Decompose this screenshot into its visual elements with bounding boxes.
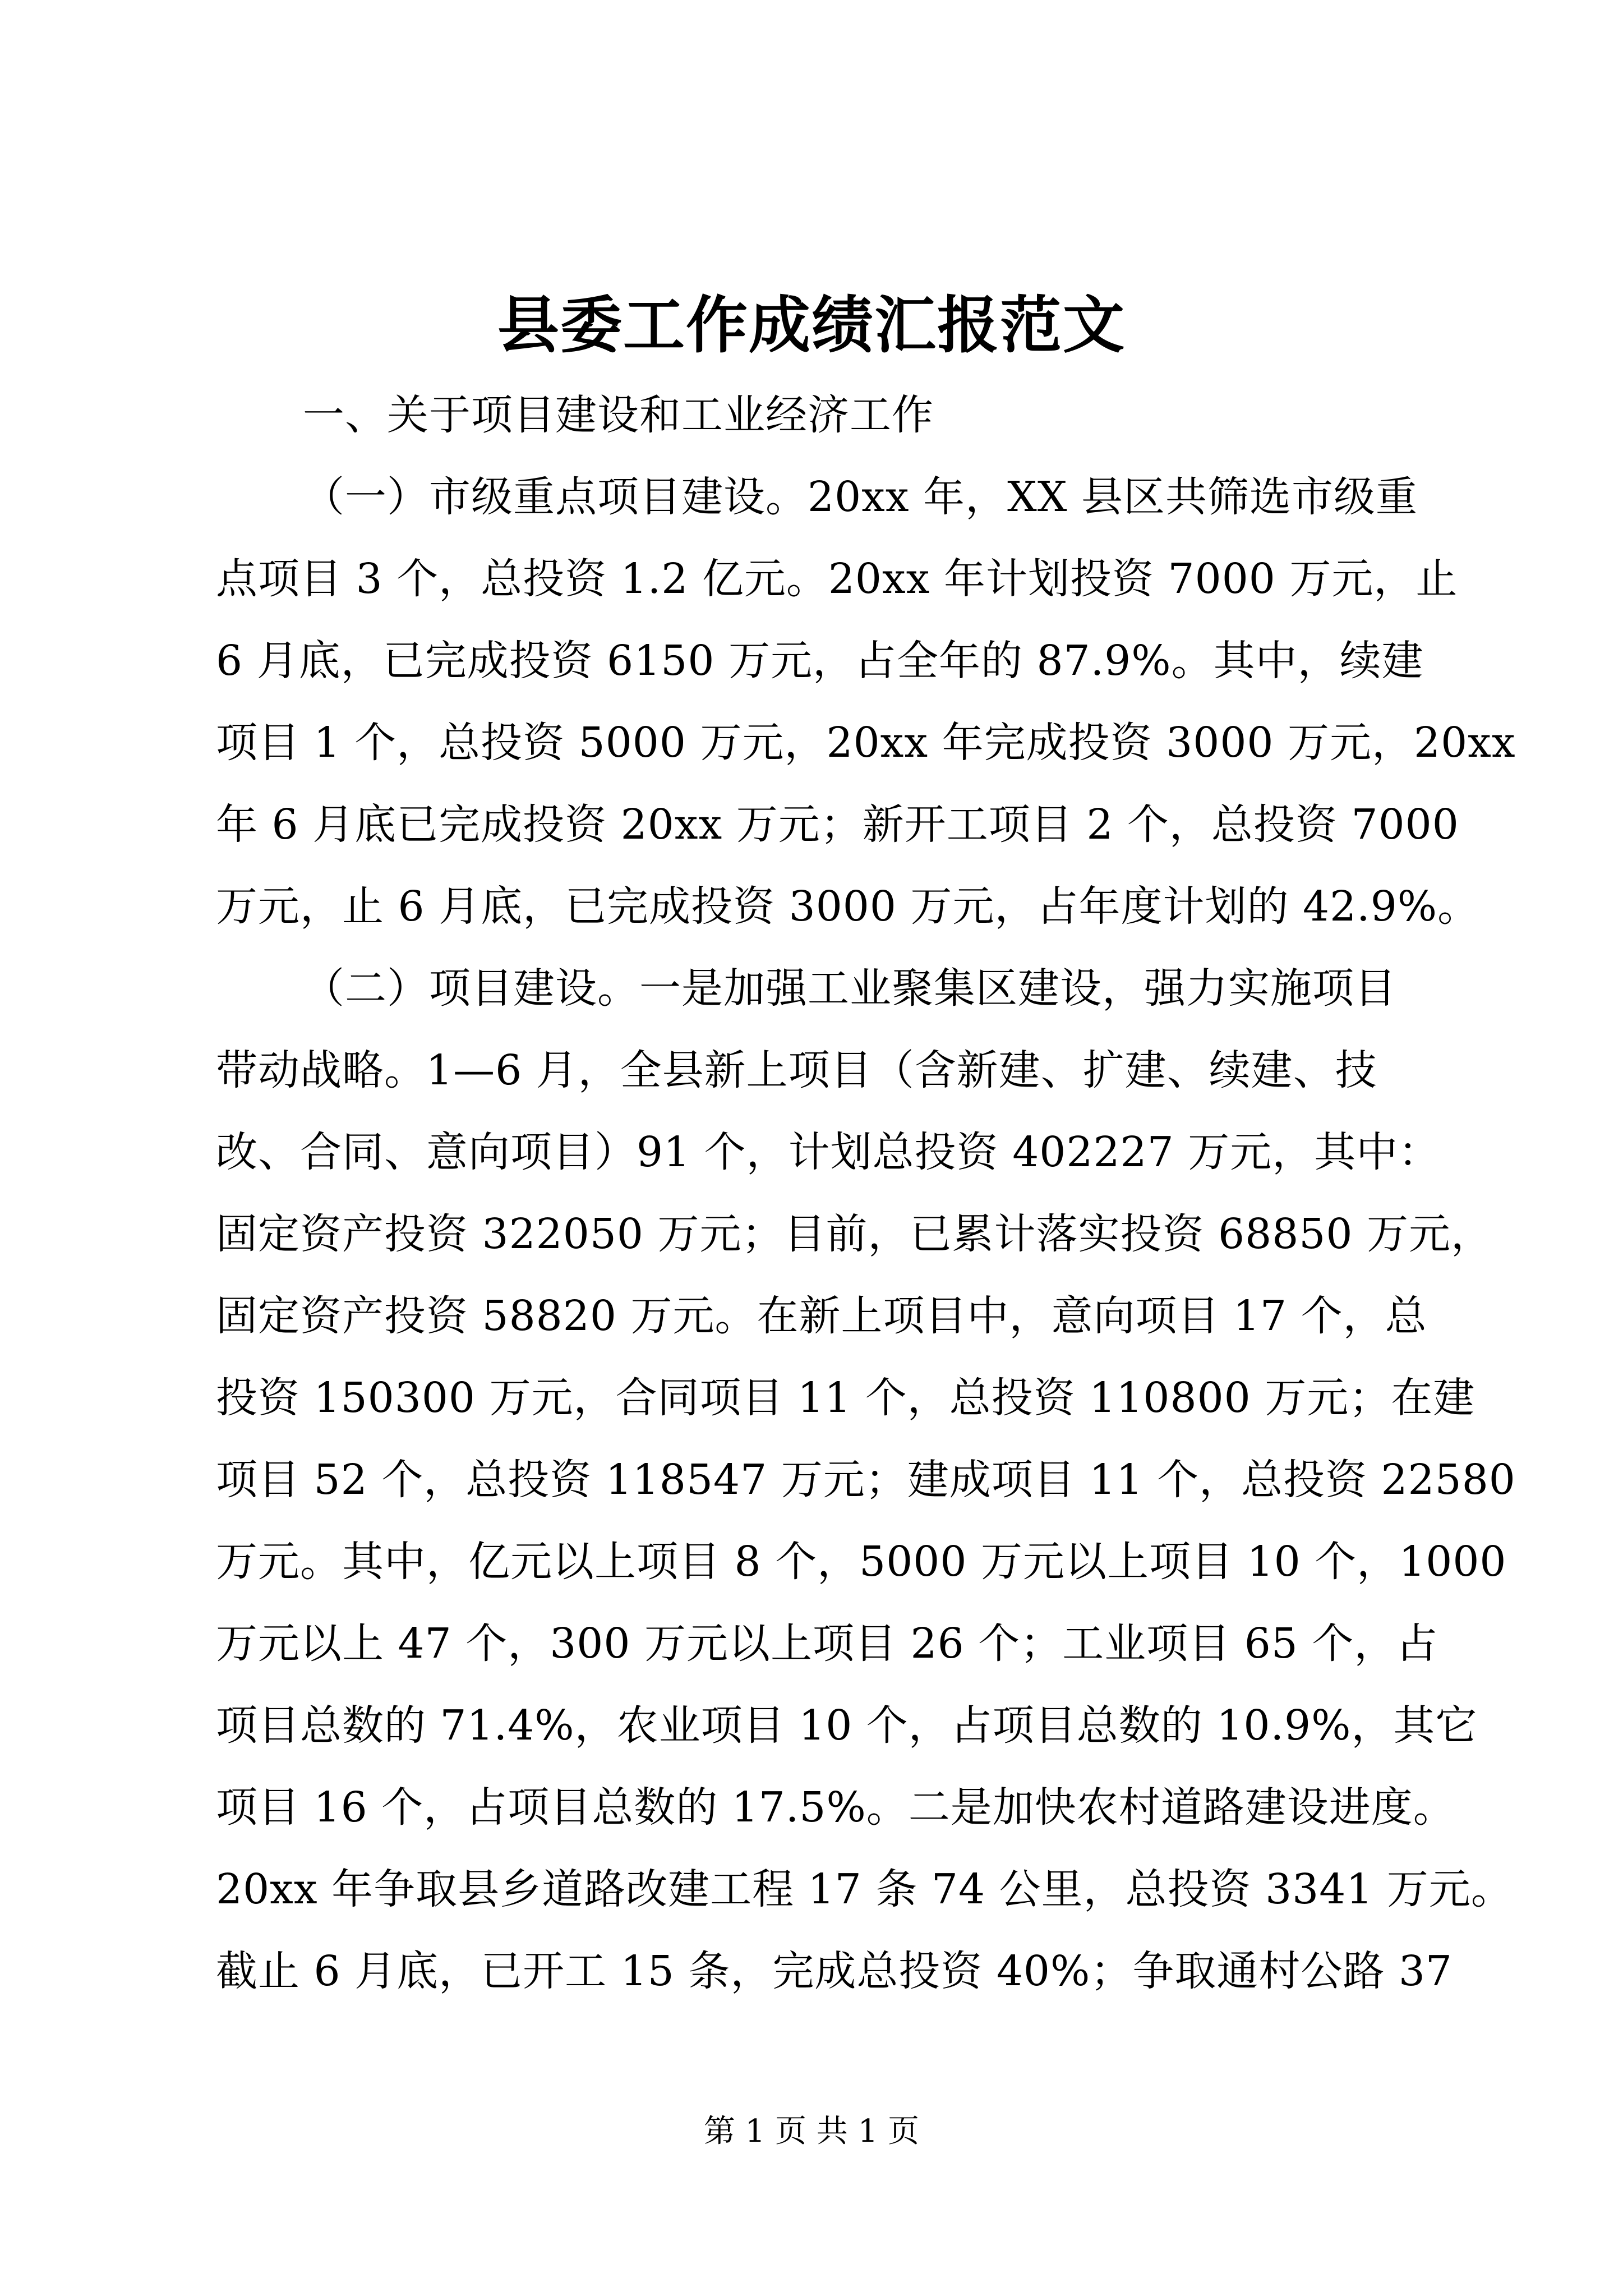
section-heading: 一、关于项目建设和工业经济工作 (303, 391, 934, 439)
paragraph-line: 带动战略。1—6 月，全县新上项目（含新建、扩建、续建、技 (216, 1046, 1377, 1094)
paragraph-line: （二）项目建设。一是加强工业聚集区建设，强力实施项目 (303, 964, 1396, 1013)
paragraph-line: 万元，止 6 月底，已完成投资 3000 万元，占年度计划的 42.9%。 (216, 882, 1480, 931)
paragraph-line: 改、合同、意向项目）91 个，计划总投资 402227 万元，其中： (216, 1128, 1441, 1176)
paragraph-line: 固定资产投资 58820 万元。在新上项目中，意向项目 17 个，总 (216, 1292, 1427, 1340)
paragraph-line: 投资 150300 万元，合同项目 11 个，总投资 110800 万元；在建 (216, 1374, 1476, 1422)
paragraph-line: 20xx 年争取县乡道路改建工程 17 条 74 公里，总投资 3341 万元。 (216, 1865, 1513, 1913)
paragraph-line: 项目 16 个，占项目总数的 17.5%。二是加快农村道路建设进度。 (216, 1783, 1455, 1832)
paragraph-line: 年 6 月底已完成投资 20xx 万元；新开工项目 2 个，总投资 7000 (216, 800, 1459, 849)
paragraph-line: 项目总数的 71.4%，农业项目 10 个，占项目总数的 10.9%，其它 (216, 1701, 1478, 1750)
paragraph-line: （一）市级重点项目建设。20xx 年，XX 县区共筛选市级重 (303, 473, 1418, 521)
paragraph-line: 点项目 3 个，总投资 1.2 亿元。20xx 年计划投资 7000 万元，止 (216, 555, 1458, 603)
paragraph-line: 项目 52 个，总投资 118547 万元；建成项目 11 个，总投资 22580 (216, 1456, 1516, 1504)
paragraph-line: 固定资产投资 322050 万元；目前，已累计落实投资 68850 万元， (216, 1210, 1493, 1258)
paragraph-line: 万元以上 47 个，300 万元以上项目 26 个；工业项目 65 个，占 (216, 1619, 1438, 1668)
page-number-footer: 第 1 页 共 1 页 (703, 2113, 920, 2150)
paragraph-line: 截止 6 月底，已开工 15 条，完成总投资 40%；争取通村公路 37 (216, 1947, 1453, 1995)
paragraph-line: 万元。其中，亿元以上项目 8 个，5000 万元以上项目 10 个，1000 (216, 1538, 1507, 1586)
paragraph-line: 项目 1 个，总投资 5000 万元，20xx 年完成投资 3000 万元，20xx (216, 719, 1516, 767)
paragraph-line: 6 月底，已完成投资 6150 万元，占全年的 87.9%。其中，续建 (216, 637, 1424, 685)
document-title: 县委工作成绩汇报范文 (497, 289, 1126, 361)
